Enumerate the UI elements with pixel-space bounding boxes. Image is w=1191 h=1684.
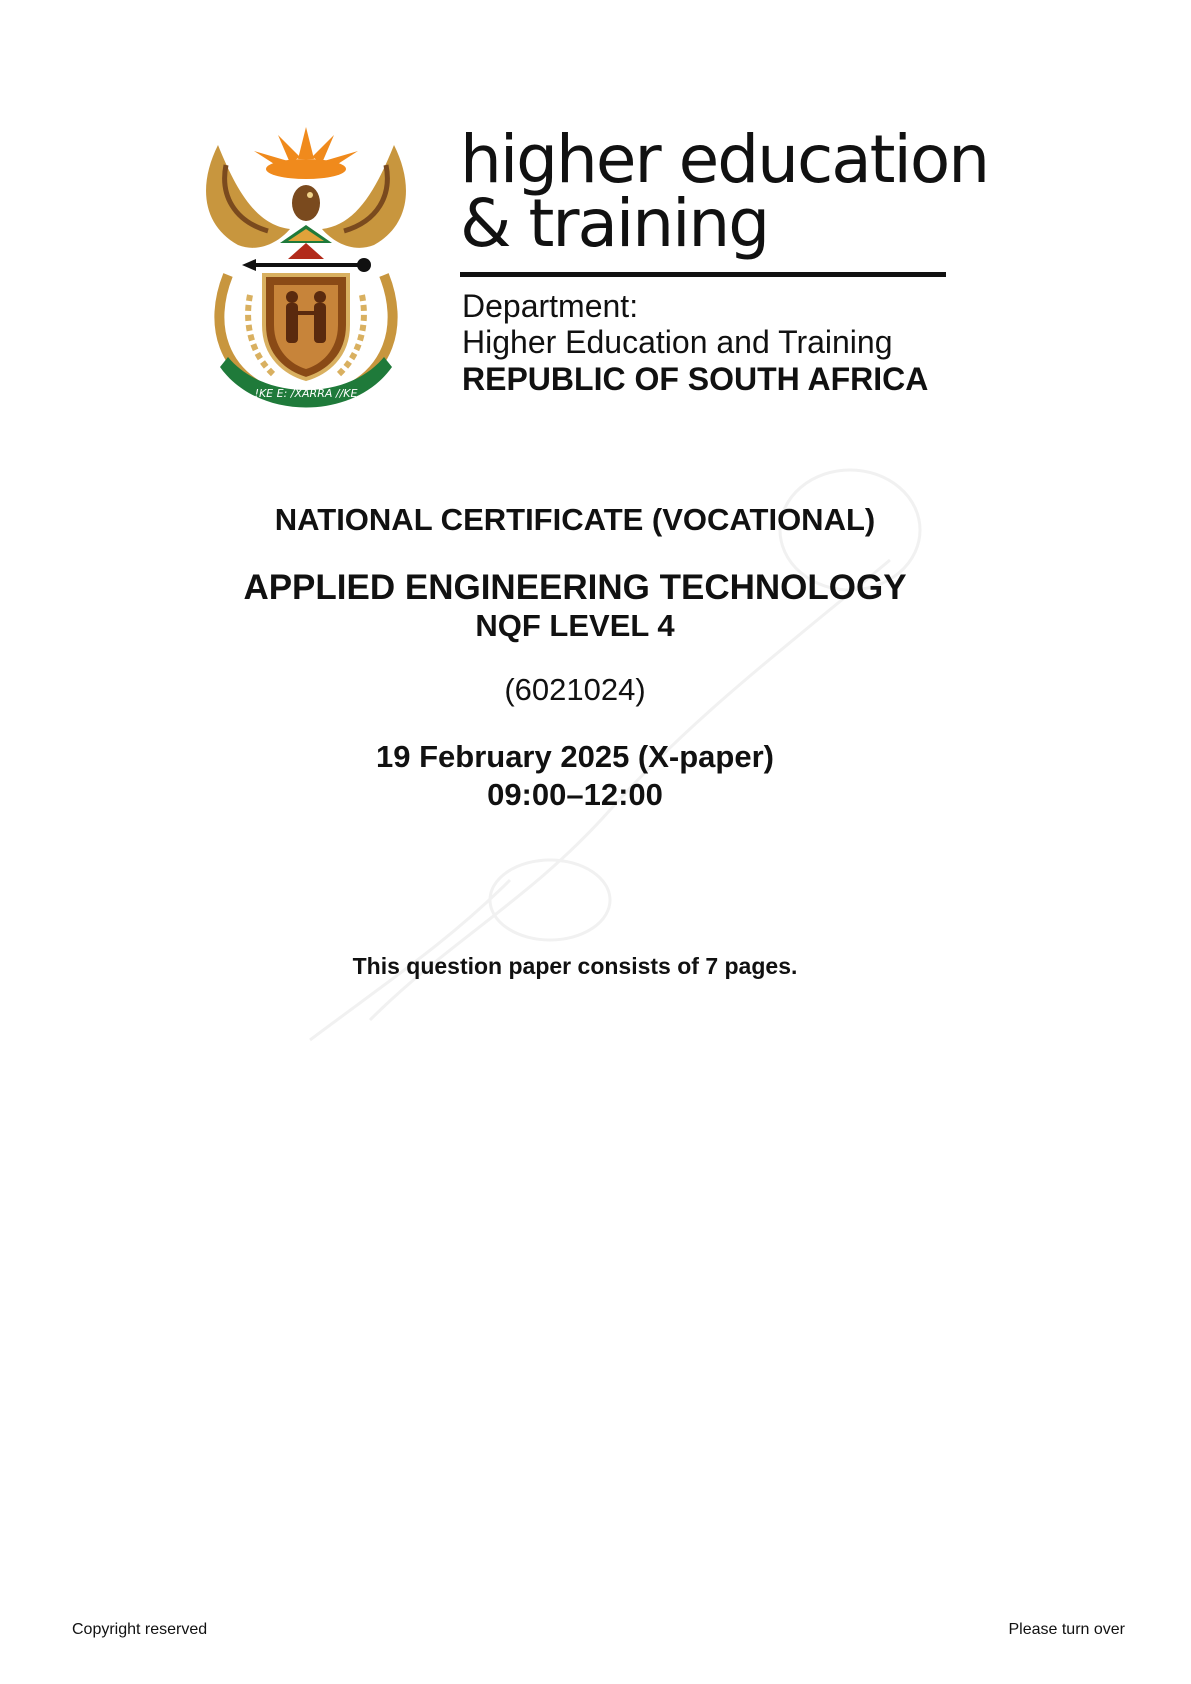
nqf-level: NQF LEVEL 4 (475, 608, 675, 643)
wordmark-divider (460, 272, 946, 277)
department-name: Higher Education and Training (462, 324, 893, 360)
wordmark-line-1: higher education (460, 121, 989, 198)
wordmark-line-2: & training (460, 185, 769, 262)
country-name: REPUBLIC OF SOUTH AFRICA (462, 361, 929, 397)
footer-copyright: Copyright reserved (72, 1621, 208, 1638)
department-info (462, 288, 982, 398)
department-label: Department: (462, 288, 639, 324)
subject-title: APPLIED ENGINEERING TECHNOLOGY (243, 568, 907, 607)
exam-time: 09:00–12:00 (487, 777, 663, 812)
footer-turn-over: Please turn over (1008, 1621, 1125, 1638)
coat-of-arms-logo (198, 125, 414, 415)
page-count-note: This question paper consists of 7 pages. (352, 953, 798, 979)
exam-date: 19 February 2025 (X-paper) (375, 739, 774, 774)
department-wordmark (460, 121, 989, 277)
subject-code: (6021024) (504, 672, 646, 707)
svg-text:!KE E: /XARRA //KE: !KE E: /XARRA //KE (254, 387, 358, 400)
certificate-title: NATIONAL CERTIFICATE (VOCATIONAL) (274, 502, 876, 537)
